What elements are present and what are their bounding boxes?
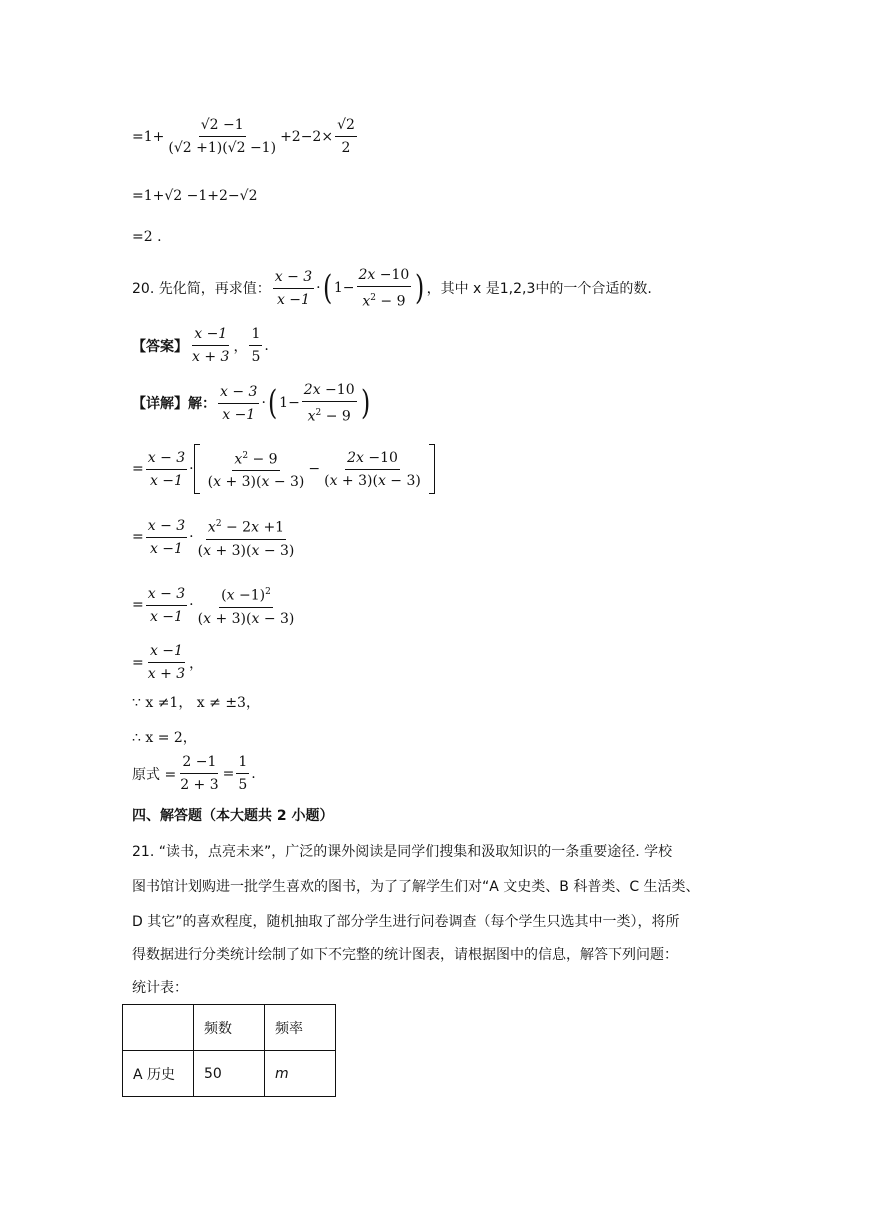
step-1: = $\frac{x - 3}{x -1}$ · $\frac{x^2 - 9}{(x + 3)(x - 3)}$ − $\frac{2x -10}{(x + 3)(x - 3)}$ [132,444,435,494]
step3-frac-b: $\frac{(x -1)^2}{(x + 3)(x - 3)}$ [196,583,297,628]
original-val-den: 5 [238,777,248,793]
step-a-frac2-den: 2 [341,140,351,156]
q20-suffix: ，其中 x 是1,2,3中的一个合适的数. [426,281,652,298]
original-end: . [251,765,256,782]
step-b-line [132,188,257,204]
step2-frac-a: $\frac{x - 3}{x -1}$ [147,517,186,557]
section-4-heading: 四、解答题（本大题共 2 小题） [132,808,334,824]
answer-val-num: 1 [249,325,262,346]
answer-label: 【答案】 [132,338,188,355]
step-c-text: =2 . [132,229,162,245]
q20-prefix: 20. 先化简，再求值： [132,281,271,298]
original-frac [178,753,220,794]
step-a-line [132,116,359,157]
detail-line: 【详解】解： $\frac{x - 3}{x -1}$ · ( 1− $\frac{2x -10}{x^2 - 9}$ ) [132,382,370,425]
answer-val-den: 5 [251,349,261,365]
step2-frac-b: $\frac{x^2 - 2x +1}{(x + 3)(x - 3)}$ [196,515,297,560]
detail-frac-1: $\frac{x - 3}{x -1}$ [220,383,258,423]
step-b-text: =1+√2 −1+2−√2 [132,188,258,204]
table-caption: 统计表： [132,980,188,996]
original-eq: = [222,765,235,782]
therefore-line [132,727,197,747]
step-a-frac2-num: √2 [335,116,357,137]
answer-value [249,325,262,366]
original-val-num: 1 [236,753,249,774]
step-a-eq: =1+ [132,128,165,145]
table-row [123,1051,336,1097]
answer-frac-den: x + 3 [192,349,230,365]
original-frac-num: 2 −1 [180,753,218,774]
q20-frac-1: $\frac{x - 3}{x -1}$ [274,268,313,308]
step4-frac: $\frac{x -1}{x + 3}$ [147,643,186,682]
because-line [132,692,260,712]
q21-line-4: 得数据进行分类统计绘制了如下不完整的统计图表，请根据图中的信息，解答下列问题： [132,947,678,963]
detail-label: 【详解】解： [132,396,216,413]
step1-frac-a: $\frac{x - 3}{x -1}$ [147,449,186,489]
therefore-text: ∴ x = 2， [132,730,197,746]
answer-sep: ， [233,338,248,355]
q21-line-1: 21. “读书，点亮未来”，广泛的课外阅读是同学们搜集和汲取知识的一条重要途径. 学校 [132,844,673,860]
step-a-fraction [166,116,278,157]
step3-frac-a: $\frac{x - 3}{x -1}$ [147,585,186,625]
table-header-cell: 频率 [265,1005,336,1051]
statistics-table [122,1004,336,1097]
table-header-row [123,1005,336,1051]
step1-frac-c: $\frac{2x -10}{(x + 3)(x - 3)}$ [324,449,421,489]
answer-line [132,325,269,366]
because-text: ∵ x ≠1， x ≠ ±3， [132,695,260,711]
step-2: = $\frac{x - 3}{x -1}$ · $\frac{x^2 - 2x +1}{(x + 3)(x - 3)}$ [132,515,298,560]
table-header-cell [123,1005,194,1051]
q21-line-3: D 其它”的喜欢程度，随机抽取了部分学生进行问卷调查（每个学生只选其中一类），将所 [132,914,680,930]
step-a-frac-num: √2 −1 [199,116,246,137]
table-header-cell: 频数 [194,1005,265,1051]
step-a-mid: +2−2× [280,128,334,145]
answer-frac-num: x −1 [192,325,229,346]
step-4: = $\frac{x -1}{x + 3}$ ， [132,643,204,682]
original-label: 原式 = [132,766,177,783]
table-cell: m [265,1051,336,1097]
step-c-line [132,229,162,245]
step1-frac-b: $\frac{x^2 - 9}{(x + 3)(x - 3)}$ [206,447,307,492]
answer-end: . [264,337,269,354]
original-line [132,753,256,794]
q20-frac-2: $\frac{2x -10}{x^2 - 9}$ [358,267,410,310]
step-a-frac-den: (√2 +1)(√2 −1) [168,140,277,156]
detail-frac-2: $\frac{2x -10}{x^2 - 9}$ [303,382,355,425]
step-3: = $\frac{x - 3}{x -1}$ · $\frac{(x -1)^2}{(x + 3)(x - 3)}$ [132,583,298,628]
table-cell: A 历史 [123,1051,194,1097]
table-cell: 50 [194,1051,265,1097]
original-frac-den: 2 + 3 [180,777,219,793]
question-20: 20. 先化简，再求值： $\frac{x - 3}{x -1}$ · ( 1− $\frac{2x -10}{x^2 - 9}$ ) ，其中 x 是1,2,3中的一个合适的数. [132,267,652,310]
original-value [236,753,249,794]
q21-line-2: 图书馆计划购进一批学生喜欢的图书，为了了解学生们对“A 文史类、B 科普类、C 生活类、 [132,879,700,895]
step-a-fraction-2 [335,116,357,157]
answer-fraction [190,325,231,366]
